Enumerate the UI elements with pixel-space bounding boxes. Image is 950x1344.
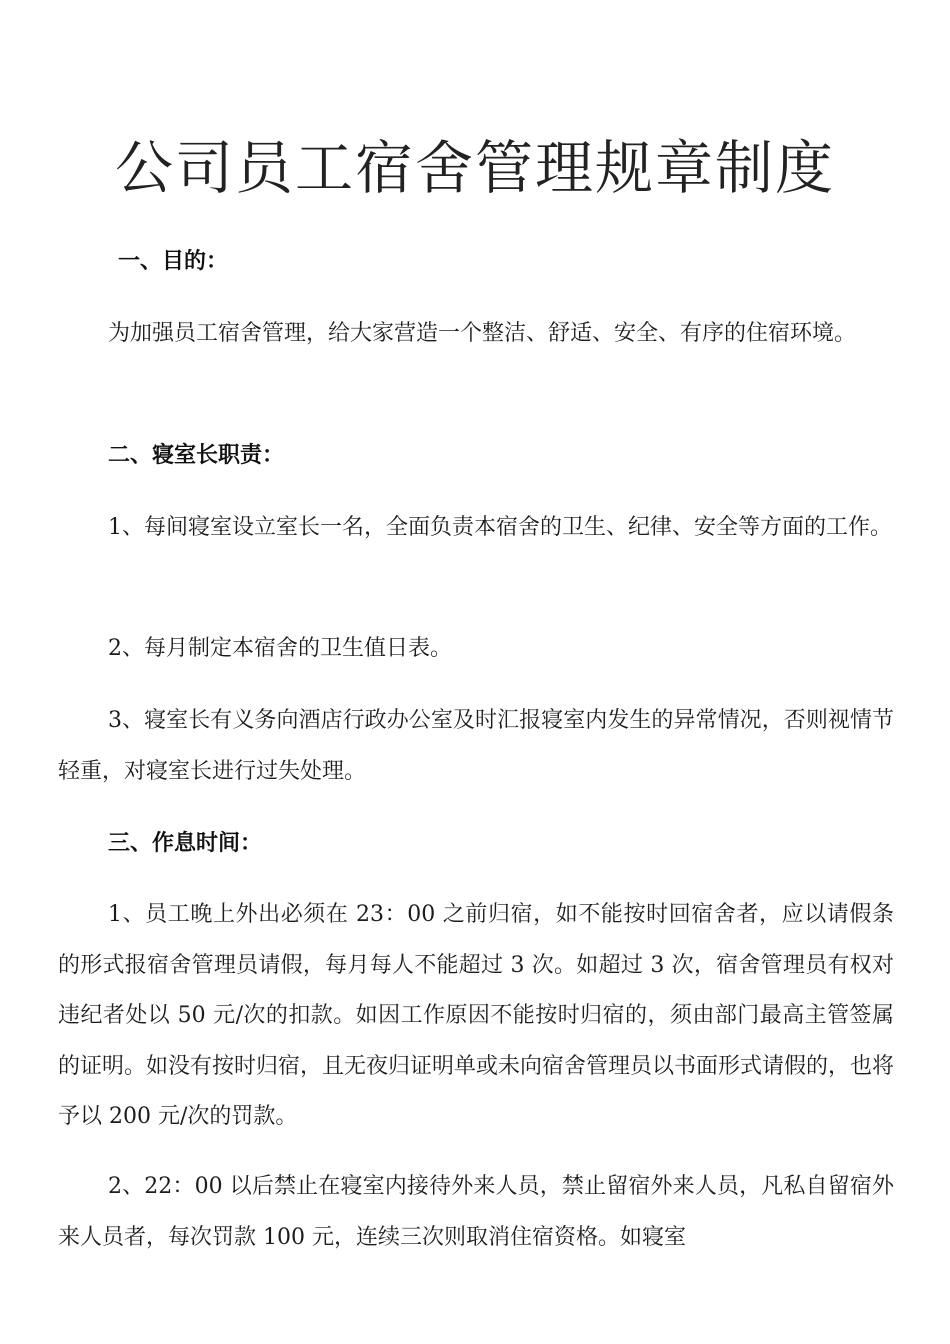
- paragraph-dorm-leader-3: 3、寝室长有义务向酒店行政办公室及时汇报寝室内发生的异常情况，否则视情节轻重，对寝室长进行过失处理。: [58, 708, 894, 784]
- section-heading-purpose: 一、目的：: [118, 249, 229, 274]
- paragraph-schedule-1: 1、员工晚上外出必须在 23：00 之前归宿，如不能按时回宿舍者，应以请假条的形式报宿舍管理员请假，每月每人不能超过 3 次。如超过 3 次，宿舍管理员有权对违纪者处以 50 元/次的扣款。如因工作原因不能按时归宿的，须由部门最高主管签属的证明。如没有按时归宿，且无夜归证明单或未向宿舍管理员以书面形式请假的，也将予以 200 元/次的罚款。: [58, 902, 895, 1129]
- paragraph-dorm-leader-2: 2、每月制定本宿舍的卫生值日表。: [108, 636, 452, 661]
- section-heading-dorm-leader: 二、寝室长职责：: [108, 443, 285, 468]
- section-heading-schedule: 三、作息时间：: [108, 831, 263, 856]
- paragraph-schedule-2: 2、22：00 以后禁止在寝室内接待外来人员，禁止留宿外来人员，凡私自留宿外来人员者，每次罚款 100 元，连续三次则取消住宿资格。如寝室: [58, 1174, 894, 1250]
- paragraph-dorm-leader-1: 1、每间寝室设立室长一名，全面负责本宿舍的卫生、纪律、安全等方面的工作。: [108, 515, 892, 540]
- paragraph-purpose: 为加强员工宿舍管理，给大家营造一个整洁、舒适、安全、有序的住宿环境。: [108, 321, 857, 346]
- document-title: 公司员工宿舍管理规章制度: [114, 134, 835, 202]
